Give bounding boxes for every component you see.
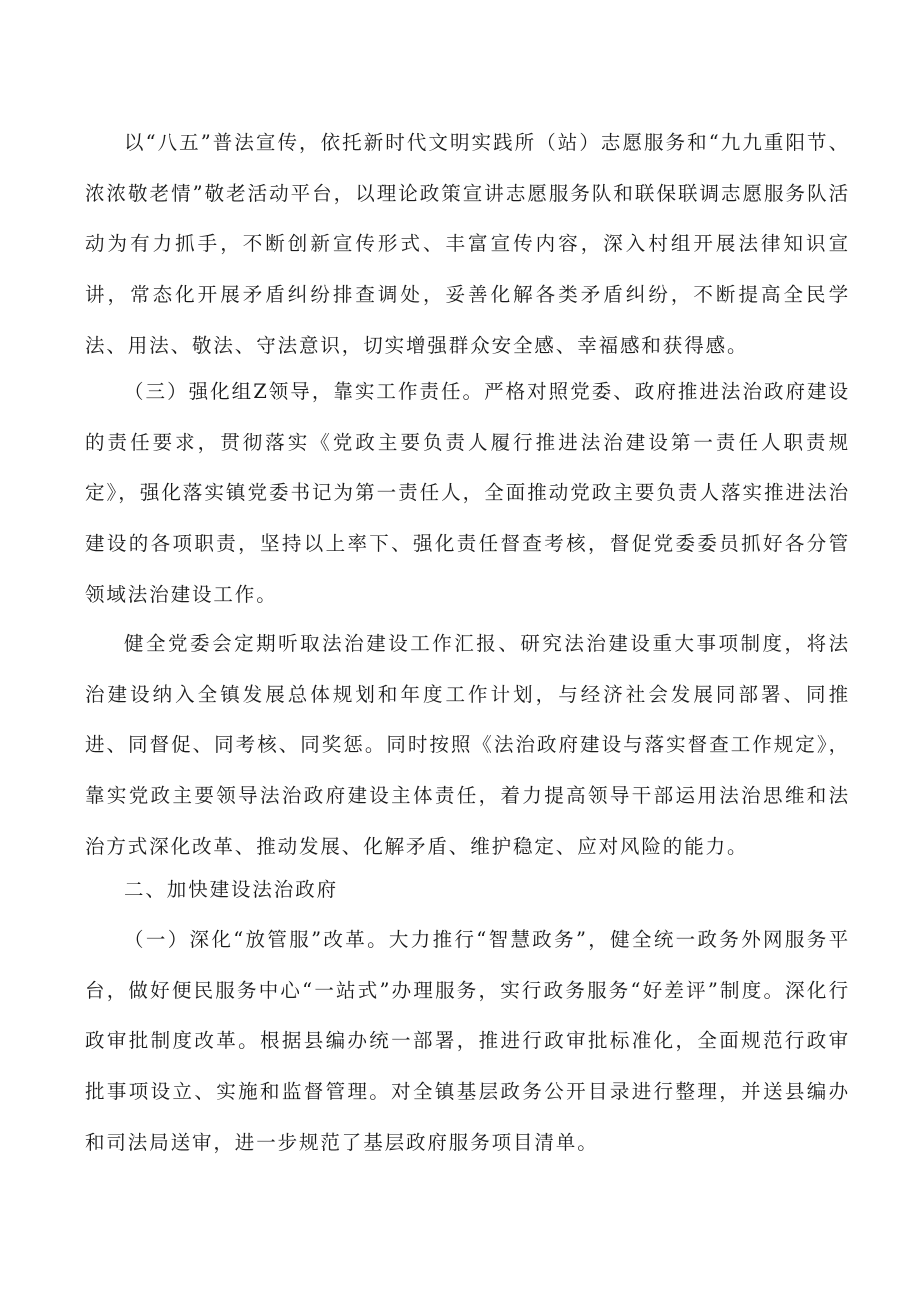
section-heading-law-based-government: 二、加快建设法治政府 (124, 878, 339, 901)
body-paragraph-legal-publicity: 以“八五”普法宣传，依托新时代文明实践所（站）志愿服务和“九九重阳节、浓浓敬老情”敬老活动平台，以理论政策宣讲志愿服务队和联保联调志愿服务队活动为有力抓手，不断创新宣传形式、丰富宣传内容，深入村组开展法律知识宣讲，常态化开展矛盾纠纷排查调处，妥善化解各类矛盾纠纷，不断提高全民学法、用法、敬法、守法意识，切实增强群众安全感、幸福感和获得感。 (85, 131, 850, 357)
body-paragraph-reform: （一）深化“放管服”改革。大力推行“智慧政务”，健全统一政务外网服务平台，做好便民服务中心“一站式”办理服务，实行政务服务“好差评”制度。深化行政审批制度改革。根据县编办统一部署，推进行政审批标准化，全面规范行政审批事项设立、实施和监督管理。对全镇基层政务公开目录进行整理，并送县编办和司法局送审，进一步规范了基层政府服务项目清单。 (85, 928, 850, 1154)
body-paragraph-leadership-responsibility: （三）强化组Z领导，靠实工作责任。严格对照党委、政府推进法治政府建设的责任要求，贯彻落实《党政主要负责人履行推进法治建设第一责任人职责规定》，强化落实镇党委书记为第一责任人，全面推动党政主要负责人落实推进法治建设的各项职责，坚持以上率下、强化责任督查考核，督促党委委员抓好各分管领域法治建设工作。 (85, 380, 850, 606)
body-paragraph-party-committee-system: 健全党委会定期听取法治建设工作汇报、研究法治建设重大事项制度，将法治建设纳入全镇发展总体规划和年度工作计划，与经济社会发展同部署、同推进、同督促、同考核、同奖惩。同时按照《法治政府建设与落实督查工作规定》，靠实党政主要领导法治政府建设主体责任，着力提高领导干部运用法治思维和法治方式深化改革、推动发展、化解矛盾、维护稳定、应对风险的能力。 (85, 632, 850, 858)
